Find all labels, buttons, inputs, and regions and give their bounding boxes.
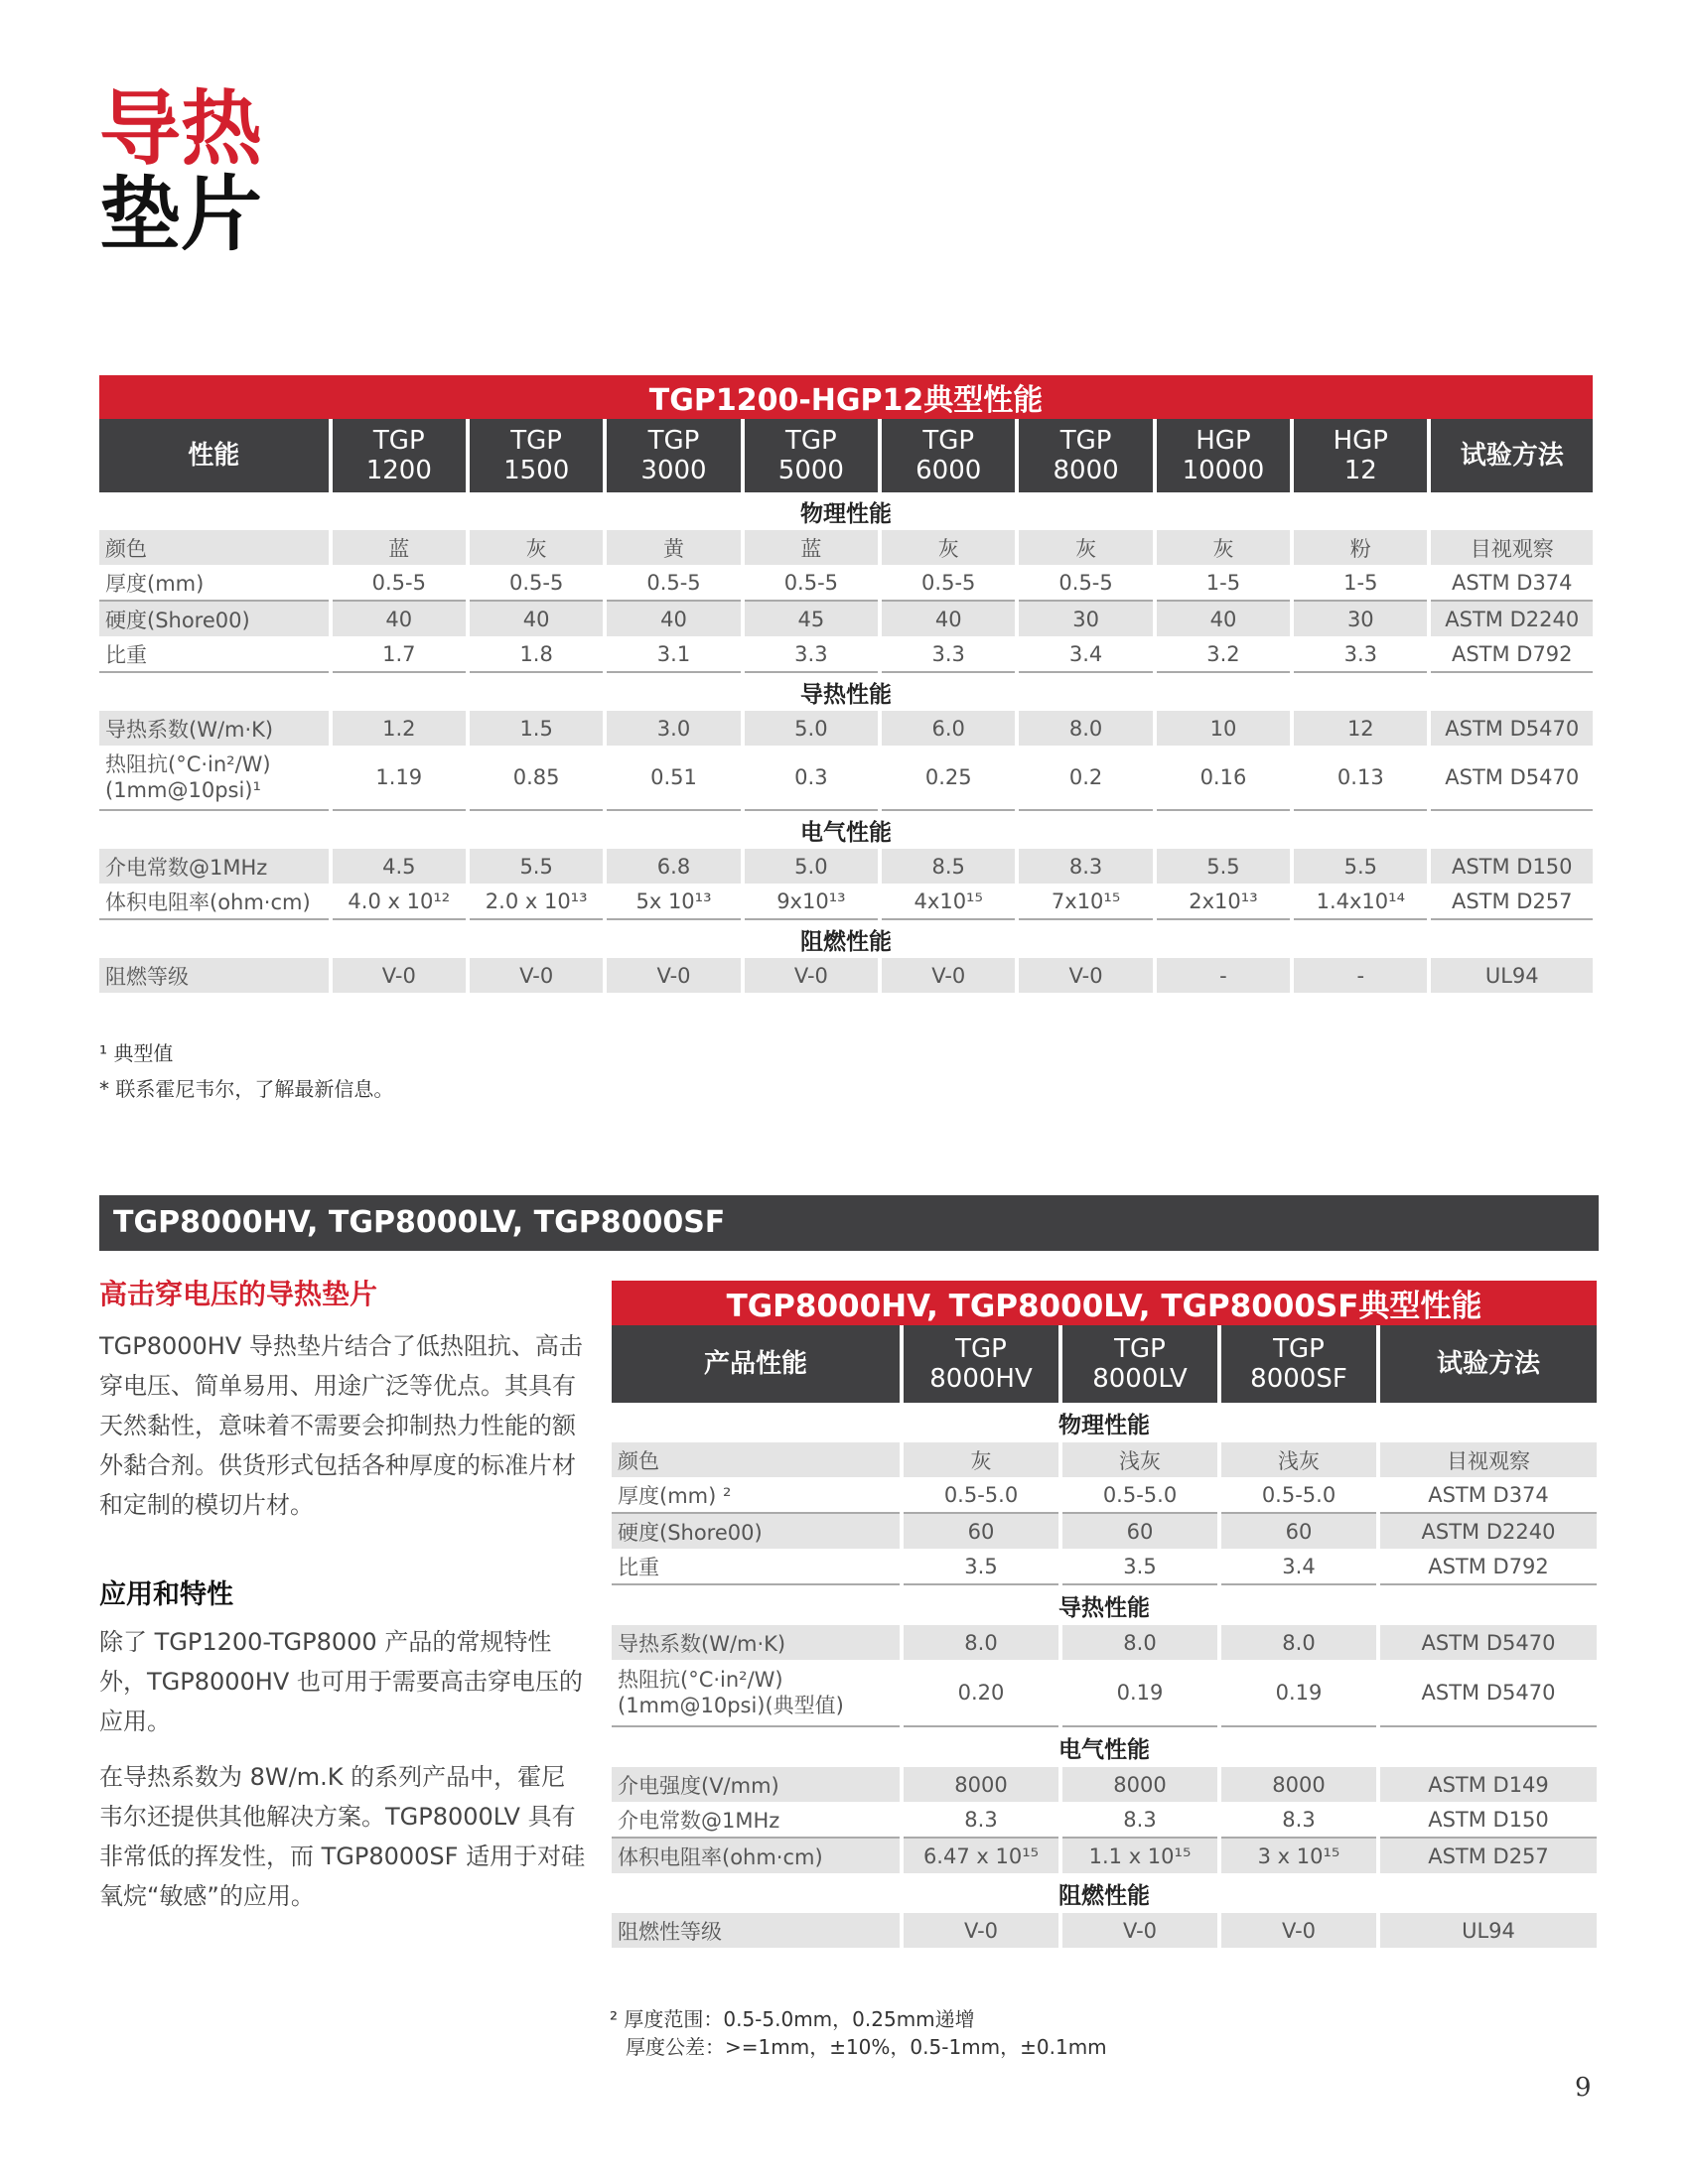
section-row — [99, 920, 1593, 958]
section-title: 电气性能 — [99, 811, 1593, 849]
value-cell: 2.0 x 10¹³ — [470, 884, 603, 920]
value-cell: V-0 — [1221, 1913, 1376, 1948]
row-label-text: 硬度(Shore00) — [618, 1520, 763, 1545]
row-label-text: 厚度(mm) — [105, 571, 205, 596]
value-cell: 5.5 — [470, 849, 603, 884]
value-cell: 0.2 — [1019, 746, 1152, 811]
value-cell: 4x10¹⁵ — [882, 884, 1015, 920]
row-label — [99, 884, 329, 920]
row-label — [612, 1514, 900, 1549]
header-test-method: 试验方法 — [1431, 419, 1593, 492]
title-line-1: 导热 — [99, 82, 263, 177]
header-product-line-1: HGP — [1333, 426, 1388, 456]
row-label-text: 体积电阻率(ohm·cm) — [105, 889, 311, 914]
value-cell: 2x10¹³ — [1157, 884, 1290, 920]
header-product-line-2: 8000LV — [1092, 1364, 1188, 1394]
table-row — [612, 1660, 1597, 1727]
footnote-thickness-tolerance: 厚度公差：>=1mm，±10%，0.5-1mm，±0.1mm — [626, 2035, 1107, 2059]
test-method-cell: ASTM D2240 — [1431, 602, 1593, 636]
table-row — [612, 1549, 1597, 1585]
row-label — [612, 1802, 900, 1839]
value-cell: 6.8 — [607, 849, 740, 884]
test-method-cell: UL94 — [1380, 1913, 1597, 1948]
row-label-text: 厚度(mm) ² — [618, 1483, 732, 1508]
header-product — [882, 419, 1015, 492]
value-cell: 1.5 — [470, 711, 603, 746]
header-product-line-1: TGP — [922, 426, 975, 456]
row-label — [99, 565, 329, 602]
test-method-cell: ASTM D257 — [1431, 884, 1593, 920]
value-cell: 60 — [1221, 1514, 1376, 1549]
spec-table-tgp1200-hgp12 — [95, 375, 1597, 993]
value-cell: 40 — [470, 602, 603, 636]
value-cell: 30 — [1294, 602, 1427, 636]
value-cell: - — [1294, 958, 1427, 993]
table-row — [99, 884, 1593, 920]
value-cell: 1.1 x 10¹⁵ — [1062, 1839, 1217, 1873]
table-row — [99, 565, 1593, 602]
value-cell: 0.3 — [745, 746, 878, 811]
value-cell: 0.20 — [904, 1660, 1058, 1727]
value-cell: 0.13 — [1294, 746, 1427, 811]
row-label-subtext: (1mm@10psi)¹ — [105, 778, 261, 802]
value-cell: 8.0 — [904, 1625, 1058, 1660]
row-label — [612, 1839, 900, 1873]
row-label-text: 介电强度(V/mm) — [618, 1773, 779, 1798]
value-cell: 3.3 — [882, 636, 1015, 673]
value-cell: 0.5-5.0 — [1221, 1477, 1376, 1514]
row-label — [99, 530, 329, 565]
value-cell: 40 — [607, 602, 740, 636]
header-product-line-2: 10000 — [1182, 456, 1265, 485]
value-cell: 灰 — [904, 1442, 1058, 1477]
value-cell: V-0 — [607, 958, 740, 993]
table-caption-row — [612, 1281, 1597, 1325]
value-cell: 12 — [1294, 711, 1427, 746]
section-title: 导热性能 — [612, 1585, 1597, 1625]
test-method-cell: ASTM D5470 — [1431, 711, 1593, 746]
value-cell: 4.5 — [333, 849, 466, 884]
value-cell: 1.19 — [333, 746, 466, 811]
table-row — [612, 1913, 1597, 1948]
test-method-cell: ASTM D5470 — [1431, 746, 1593, 811]
test-method-cell: ASTM D150 — [1380, 1802, 1597, 1839]
section-row — [99, 811, 1593, 849]
value-cell: 1.8 — [470, 636, 603, 673]
header-product-line-1: TGP — [955, 1334, 1007, 1364]
value-cell: 8.3 — [1019, 849, 1152, 884]
section-title: 阻燃性能 — [612, 1873, 1597, 1913]
header-product — [904, 1325, 1058, 1403]
value-cell: 3.5 — [904, 1549, 1058, 1585]
header-product-line-2: 3000 — [640, 456, 707, 485]
table-row — [612, 1839, 1597, 1873]
value-cell: 0.51 — [607, 746, 740, 811]
header-product — [1062, 1325, 1217, 1403]
row-label-text: 比重 — [618, 1555, 659, 1579]
value-cell: 0.19 — [1062, 1660, 1217, 1727]
value-cell: 3.3 — [1294, 636, 1427, 673]
value-cell: 黄 — [607, 530, 740, 565]
value-cell: 1.7 — [333, 636, 466, 673]
table-row — [99, 636, 1593, 673]
value-cell: 1.2 — [333, 711, 466, 746]
value-cell: 40 — [333, 602, 466, 636]
value-cell: 蓝 — [745, 530, 878, 565]
value-cell: 0.5-5 — [882, 565, 1015, 602]
section-title: 阻燃性能 — [99, 920, 1593, 958]
table-row — [612, 1767, 1597, 1802]
footnote-contact: * 联系霍尼韦尔，了解最新信息。 — [99, 1077, 394, 1101]
header-product-line-2: 8000 — [1053, 456, 1119, 485]
header-product-line-2: 12 — [1343, 456, 1377, 485]
value-cell: 3.1 — [607, 636, 740, 673]
table-row — [612, 1477, 1597, 1514]
value-cell: 6.0 — [882, 711, 1015, 746]
row-label — [612, 1660, 900, 1727]
test-method-cell: ASTM D150 — [1431, 849, 1593, 884]
table-caption: TGP8000HV, TGP8000LV, TGP8000SF典型性能 — [612, 1281, 1597, 1325]
value-cell: 45 — [745, 602, 878, 636]
header-product — [607, 419, 740, 492]
row-label-text: 硬度(Shore00) — [105, 608, 250, 632]
footnote-thickness-range: ² 厚度范围：0.5-5.0mm，0.25mm递增 — [610, 2007, 975, 2031]
value-cell: 0.5-5.0 — [1062, 1477, 1217, 1514]
header-product — [1221, 1325, 1376, 1403]
table-caption-row — [99, 375, 1593, 419]
header-product-line-2: 8000HV — [929, 1364, 1033, 1394]
row-label — [99, 602, 329, 636]
value-cell: 4.0 x 10¹² — [333, 884, 466, 920]
value-cell: 1.4x10¹⁴ — [1294, 884, 1427, 920]
value-cell: 0.85 — [470, 746, 603, 811]
header-product-line-1: TGP — [647, 426, 700, 456]
header-property: 产品性能 — [612, 1325, 900, 1403]
section-band: TGP8000HV, TGP8000LV, TGP8000SF — [99, 1195, 1599, 1251]
value-cell: 8.5 — [882, 849, 1015, 884]
table-row — [612, 1625, 1597, 1660]
section-row — [99, 492, 1593, 530]
header-product-line-1: TGP — [1273, 1334, 1325, 1364]
header-product-line-1: HGP — [1196, 426, 1251, 456]
row-label — [612, 1549, 900, 1585]
row-label — [99, 711, 329, 746]
header-product-line-2: 8000SF — [1250, 1364, 1347, 1394]
row-label — [99, 746, 329, 811]
test-method-cell: ASTM D792 — [1380, 1549, 1597, 1585]
row-label — [612, 1913, 900, 1948]
value-cell: 0.19 — [1221, 1660, 1376, 1727]
row-label-text: 阻燃等级 — [105, 964, 189, 989]
header-product-line-1: TGP — [372, 426, 425, 456]
value-cell: 8.0 — [1062, 1625, 1217, 1660]
row-label-subtext: (1mm@10psi)(典型值) — [618, 1694, 844, 1717]
footnote-typical: ¹ 典型值 — [99, 1041, 174, 1065]
page-number: 9 — [1575, 2073, 1592, 2103]
value-cell: 30 — [1019, 602, 1152, 636]
table-row — [99, 602, 1593, 636]
row-label-text: 颜色 — [105, 536, 147, 561]
value-cell: 3 x 10¹⁵ — [1221, 1839, 1376, 1873]
value-cell: 8000 — [1062, 1767, 1217, 1802]
header-product — [745, 419, 878, 492]
row-label — [612, 1767, 900, 1802]
test-method-cell: ASTM D5470 — [1380, 1660, 1597, 1727]
value-cell: 0.5-5 — [607, 565, 740, 602]
row-label — [99, 958, 329, 993]
value-cell: 3.2 — [1157, 636, 1290, 673]
value-cell: 8.3 — [1062, 1802, 1217, 1839]
value-cell: 灰 — [882, 530, 1015, 565]
table-row — [612, 1442, 1597, 1477]
applications-paragraph-2: 在导热系数为 8W/m.K 的系列产品中，霍尼韦尔还提供其他解决方案。TGP8000LV 具有非常低的挥发性，而 TGP8000SF 适用于对硅氧烷“敏感”的应用。 — [99, 1763, 586, 1910]
value-cell: 40 — [882, 602, 1015, 636]
table-row — [99, 849, 1593, 884]
value-cell: 3.3 — [745, 636, 878, 673]
value-cell: 5.0 — [745, 849, 878, 884]
section-title: 物理性能 — [612, 1403, 1597, 1442]
table-row — [612, 1802, 1597, 1839]
header-product-line-1: TGP — [1059, 426, 1112, 456]
value-cell: 0.5-5 — [1019, 565, 1152, 602]
value-cell: V-0 — [882, 958, 1015, 993]
table-row — [99, 746, 1593, 811]
header-product — [1157, 419, 1290, 492]
test-method-cell: ASTM D2240 — [1380, 1514, 1597, 1549]
table-header-row — [99, 419, 1593, 492]
header-product — [1019, 419, 1152, 492]
header-property: 性能 — [99, 419, 329, 492]
value-cell: 浅灰 — [1062, 1442, 1217, 1477]
table-caption: TGP1200-HGP12典型性能 — [99, 375, 1593, 419]
value-cell: 0.5-5 — [470, 565, 603, 602]
value-cell: 7x10¹⁵ — [1019, 884, 1152, 920]
test-method-cell: UL94 — [1431, 958, 1593, 993]
row-label — [612, 1625, 900, 1660]
header-product — [333, 419, 466, 492]
value-cell: 5.5 — [1157, 849, 1290, 884]
section-row — [612, 1585, 1597, 1625]
row-label-text: 导热系数(W/m·K) — [618, 1631, 786, 1656]
row-label-text: 体积电阻率(ohm·cm) — [618, 1844, 823, 1869]
value-cell: 5.0 — [745, 711, 878, 746]
header-product-line-1: TGP — [1114, 1334, 1166, 1364]
header-product-line-2: 1500 — [503, 456, 570, 485]
test-method-cell: ASTM D5470 — [1380, 1625, 1597, 1660]
table-row — [99, 530, 1593, 565]
value-cell: 3.5 — [1062, 1549, 1217, 1585]
value-cell: 3.4 — [1221, 1549, 1376, 1585]
table-row — [99, 958, 1593, 993]
header-test-method: 试验方法 — [1380, 1325, 1597, 1403]
table-row — [612, 1514, 1597, 1549]
page-title — [99, 82, 263, 262]
value-cell: 1-5 — [1157, 565, 1290, 602]
section-title: 电气性能 — [612, 1727, 1597, 1767]
section-title: 物理性能 — [99, 492, 1593, 530]
value-cell: 0.5-5 — [333, 565, 466, 602]
value-cell: 40 — [1157, 602, 1290, 636]
test-method-cell: ASTM D374 — [1380, 1477, 1597, 1514]
row-label — [99, 849, 329, 884]
value-cell: V-0 — [333, 958, 466, 993]
value-cell: 5.5 — [1294, 849, 1427, 884]
header-product-line-1: TGP — [785, 426, 837, 456]
value-cell: V-0 — [470, 958, 603, 993]
value-cell: 1-5 — [1294, 565, 1427, 602]
value-cell: 灰 — [1019, 530, 1152, 565]
table1-footnotes — [99, 1035, 393, 1107]
section-row — [99, 673, 1593, 711]
value-cell: 蓝 — [333, 530, 466, 565]
table-row — [99, 711, 1593, 746]
row-label-text: 颜色 — [618, 1448, 659, 1473]
spec-table-tgp8000 — [608, 1281, 1601, 1948]
header-product — [470, 419, 603, 492]
table-header-row — [612, 1325, 1597, 1403]
value-cell: 0.16 — [1157, 746, 1290, 811]
title-line-2: 垫片 — [99, 168, 263, 262]
value-cell: 60 — [1062, 1514, 1217, 1549]
test-method-cell: 目视观察 — [1380, 1442, 1597, 1477]
value-cell: 3.0 — [607, 711, 740, 746]
section-row — [612, 1403, 1597, 1442]
value-cell: 10 — [1157, 711, 1290, 746]
value-cell: 8.3 — [904, 1802, 1058, 1839]
test-method-cell: ASTM D374 — [1431, 565, 1593, 602]
applications-heading: 应用和特性 — [99, 1579, 233, 1610]
header-product-line-2: 1200 — [365, 456, 432, 485]
test-method-cell: ASTM D149 — [1380, 1767, 1597, 1802]
value-cell: V-0 — [1019, 958, 1152, 993]
section-row — [612, 1727, 1597, 1767]
value-cell: V-0 — [1062, 1913, 1217, 1948]
row-label — [612, 1442, 900, 1477]
intro-paragraph: TGP8000HV 导热垫片结合了低热阻抗、高击穿电压、简单易用、用途广泛等优点。其具有天然黏性，意味着不需要会抑制热力性能的额外黏合剂。供货形式包括各种厚度的标准片材和定制的模切片材。 — [99, 1332, 583, 1519]
row-label-text: 热阻抗(°C·in²/W) — [105, 752, 271, 776]
row-label-text: 比重 — [105, 642, 147, 667]
row-label — [612, 1477, 900, 1514]
value-cell: 浅灰 — [1221, 1442, 1376, 1477]
applications-paragraph-1: 除了 TGP1200-TGP8000 产品的常规特性外，TGP8000HV 也可用于需要高击穿电压的应用。 — [99, 1628, 583, 1735]
table2-footnotes — [610, 2005, 1107, 2061]
value-cell: 灰 — [1157, 530, 1290, 565]
section-subtitle: 高击穿电压的导热垫片 — [99, 1278, 378, 1310]
value-cell: 8000 — [1221, 1767, 1376, 1802]
value-cell: 8.0 — [1221, 1625, 1376, 1660]
value-cell: 灰 — [470, 530, 603, 565]
value-cell: 3.4 — [1019, 636, 1152, 673]
value-cell: 8.0 — [1019, 711, 1152, 746]
row-label-text: 热阻抗(°C·in²/W) — [618, 1668, 783, 1692]
header-product-line-2: 5000 — [777, 456, 844, 485]
value-cell: 6.47 x 10¹⁵ — [904, 1839, 1058, 1873]
row-label-text: 导热系数(W/m·K) — [105, 717, 274, 742]
value-cell: - — [1157, 958, 1290, 993]
value-cell: 5x 10¹³ — [607, 884, 740, 920]
value-cell: 0.5-5.0 — [904, 1477, 1058, 1514]
value-cell: V-0 — [745, 958, 878, 993]
section-title: 导热性能 — [99, 673, 1593, 711]
header-product — [1294, 419, 1427, 492]
header-product-line-2: 6000 — [915, 456, 982, 485]
row-label-text: 阻燃性等级 — [618, 1919, 722, 1944]
row-label-text: 介电常数@1MHz — [105, 855, 268, 880]
section-row — [612, 1873, 1597, 1913]
value-cell: V-0 — [904, 1913, 1058, 1948]
row-label-text: 介电常数@1MHz — [618, 1808, 780, 1833]
value-cell: 60 — [904, 1514, 1058, 1549]
value-cell: 0.25 — [882, 746, 1015, 811]
test-method-cell: 目视观察 — [1431, 530, 1593, 565]
value-cell: 9x10¹³ — [745, 884, 878, 920]
value-cell: 8.3 — [1221, 1802, 1376, 1839]
header-product-line-1: TGP — [510, 426, 562, 456]
value-cell: 0.5-5 — [745, 565, 878, 602]
value-cell: 8000 — [904, 1767, 1058, 1802]
row-label — [99, 636, 329, 673]
value-cell: 粉 — [1294, 530, 1427, 565]
test-method-cell: ASTM D257 — [1380, 1839, 1597, 1873]
test-method-cell: ASTM D792 — [1431, 636, 1593, 673]
